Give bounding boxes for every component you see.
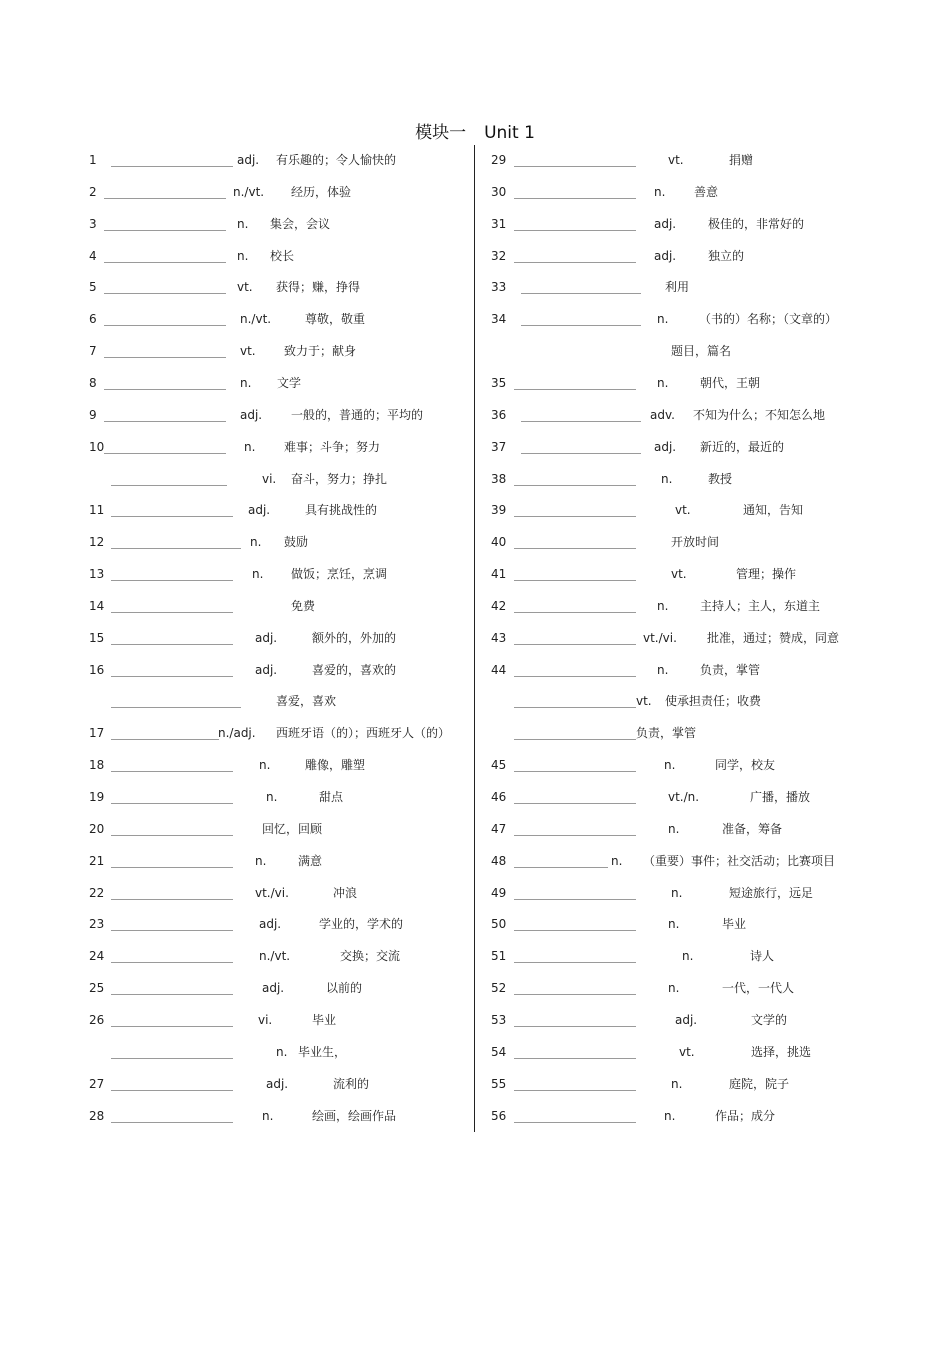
item-number: 48 bbox=[491, 853, 507, 868]
definition: 具有挑战性的 bbox=[305, 503, 378, 518]
part-of-speech: n./adj. bbox=[218, 726, 256, 741]
definition: 做饭；烹饪，烹调 bbox=[291, 567, 388, 582]
answer-blank[interactable] bbox=[514, 1122, 636, 1123]
part-of-speech: adv. bbox=[650, 407, 675, 422]
part-of-speech: n. bbox=[671, 1076, 683, 1091]
definition: 通知，告知 bbox=[743, 503, 804, 518]
vocab-row bbox=[0, 405, 950, 425]
item-number: 49 bbox=[491, 885, 507, 900]
part-of-speech: n. bbox=[237, 216, 249, 231]
answer-blank[interactable] bbox=[514, 644, 636, 645]
vocab-row bbox=[0, 691, 950, 711]
definition: 极佳的，非常好的 bbox=[708, 216, 805, 231]
answer-blank[interactable] bbox=[514, 580, 636, 581]
part-of-speech: n. bbox=[244, 439, 256, 454]
answer-blank[interactable] bbox=[514, 676, 636, 677]
definition: 批准，通过；赞成，同意 bbox=[707, 630, 840, 645]
item-number: 32 bbox=[491, 248, 507, 263]
item-number: 42 bbox=[491, 598, 507, 613]
part-of-speech: adj. bbox=[255, 662, 278, 677]
definition: 诗人 bbox=[750, 949, 775, 964]
vocab-row bbox=[0, 660, 950, 680]
definition: 准备，筹备 bbox=[722, 821, 783, 836]
item-number: 16 bbox=[89, 662, 105, 677]
item-number: 20 bbox=[89, 821, 105, 836]
part-of-speech: n. bbox=[657, 662, 669, 677]
answer-blank[interactable] bbox=[521, 325, 641, 326]
item-number: 50 bbox=[491, 917, 507, 932]
definition: 使承担责任；收费 bbox=[665, 694, 762, 709]
part-of-speech: vt. bbox=[671, 567, 687, 582]
definition: 交换；交流 bbox=[340, 949, 401, 964]
item-number: 3 bbox=[89, 216, 97, 231]
vocab-row bbox=[0, 532, 950, 552]
item-number: 31 bbox=[491, 216, 507, 231]
answer-blank[interactable] bbox=[514, 1058, 636, 1059]
definition: 集会，会议 bbox=[270, 216, 331, 231]
item-number: 40 bbox=[491, 535, 507, 550]
part-of-speech: n. bbox=[682, 949, 694, 964]
vocab-row bbox=[0, 1010, 950, 1030]
part-of-speech: n./vt. bbox=[240, 312, 272, 327]
item-number: 18 bbox=[89, 758, 105, 773]
item-number: 26 bbox=[89, 1012, 105, 1027]
answer-blank[interactable] bbox=[514, 166, 636, 167]
vocab-row bbox=[0, 596, 950, 616]
definition: 尊敬，敬重 bbox=[305, 312, 366, 327]
definition: 校长 bbox=[270, 248, 295, 263]
definition: （重要）事件；社交活动；比赛项目 bbox=[643, 853, 836, 868]
item-number: 43 bbox=[491, 630, 507, 645]
vocab-row bbox=[0, 564, 950, 584]
vocab-row bbox=[0, 787, 950, 807]
part-of-speech: n. bbox=[664, 758, 676, 773]
part-of-speech: vi. bbox=[258, 1012, 273, 1027]
definition: 喜爱的，喜欢的 bbox=[312, 662, 397, 677]
part-of-speech: n. bbox=[262, 1108, 274, 1123]
vocab-row bbox=[0, 978, 950, 998]
definition: 广播，播放 bbox=[750, 790, 811, 804]
page-title bbox=[0, 118, 950, 143]
vocab-row bbox=[0, 883, 950, 903]
part-of-speech: vt. bbox=[675, 503, 691, 518]
part-of-speech: vi. bbox=[262, 471, 277, 486]
item-number: 45 bbox=[491, 758, 507, 773]
part-of-speech: adj. bbox=[654, 248, 677, 263]
part-of-speech: adj. bbox=[248, 503, 271, 518]
definition: 以前的 bbox=[326, 981, 363, 996]
vocab-row bbox=[0, 469, 950, 489]
definition: 善意 bbox=[694, 184, 719, 199]
part-of-speech: n. bbox=[237, 248, 249, 263]
definition: 难事；斗争；努力 bbox=[284, 439, 381, 454]
item-number: 28 bbox=[89, 1108, 105, 1123]
vocab-row bbox=[0, 723, 950, 743]
definition: 流利的 bbox=[333, 1076, 370, 1091]
definition: 毕业 bbox=[312, 1012, 337, 1027]
item-number: 19 bbox=[89, 790, 105, 804]
item-number: 15 bbox=[89, 630, 105, 645]
part-of-speech: vt. bbox=[679, 1044, 695, 1059]
part-of-speech: vt. bbox=[240, 344, 256, 359]
definition: 作品；成分 bbox=[715, 1108, 776, 1123]
item-number: 4 bbox=[89, 248, 97, 263]
answer-blank[interactable] bbox=[521, 453, 641, 454]
item-number: 30 bbox=[491, 184, 507, 199]
definition: 致力于；献身 bbox=[284, 344, 357, 359]
item-number: 33 bbox=[491, 280, 507, 295]
part-of-speech: n. bbox=[671, 885, 683, 900]
item-number: 25 bbox=[89, 981, 105, 996]
part-of-speech: n./vt. bbox=[259, 949, 291, 964]
answer-blank[interactable] bbox=[514, 930, 636, 931]
definition: 同学，校友 bbox=[715, 758, 776, 773]
part-of-speech: adj. bbox=[675, 1012, 698, 1027]
item-number: 53 bbox=[491, 1012, 507, 1027]
part-of-speech: n. bbox=[668, 821, 680, 836]
part-of-speech: n. bbox=[654, 184, 666, 199]
definition: 毕业 bbox=[722, 917, 747, 932]
definition: 管理；操作 bbox=[736, 567, 797, 582]
definition: 主持人；主人，东道主 bbox=[700, 598, 821, 613]
vocab-row bbox=[0, 500, 950, 520]
vocab-row bbox=[0, 914, 950, 934]
part-of-speech: n. bbox=[276, 1044, 288, 1059]
item-number: 12 bbox=[89, 535, 105, 550]
vocab-row bbox=[0, 1074, 950, 1094]
definition: 捐赠 bbox=[729, 153, 754, 167]
part-of-speech: vt. bbox=[237, 280, 253, 295]
definition: 有乐趣的；令人愉快的 bbox=[276, 153, 397, 167]
vocab-row bbox=[0, 246, 950, 266]
answer-blank[interactable] bbox=[514, 899, 636, 900]
answer-blank[interactable] bbox=[514, 612, 636, 613]
answer-blank[interactable] bbox=[514, 707, 636, 708]
definition: 教授 bbox=[708, 471, 733, 486]
part-of-speech: adj. bbox=[266, 1076, 289, 1091]
vocab-row bbox=[0, 309, 950, 329]
definition: 额外的，外加的 bbox=[312, 630, 397, 645]
vocab-row bbox=[0, 851, 950, 871]
item-number: 38 bbox=[491, 471, 507, 486]
definition: 庭院，院子 bbox=[729, 1076, 790, 1091]
item-number: 39 bbox=[491, 503, 507, 518]
item-number: 10 bbox=[89, 439, 105, 454]
item-number: 44 bbox=[491, 662, 507, 677]
part-of-speech: n. bbox=[657, 312, 669, 327]
definition: 负责，掌管 bbox=[636, 726, 697, 741]
part-of-speech: adj. bbox=[654, 216, 677, 231]
item-number: 23 bbox=[89, 917, 105, 932]
answer-blank[interactable] bbox=[514, 962, 636, 963]
definition: 喜爱，喜欢 bbox=[276, 694, 337, 709]
definition: 雕像，雕塑 bbox=[305, 758, 366, 773]
item-number: 8 bbox=[89, 375, 97, 390]
vocab-row bbox=[0, 946, 950, 966]
item-number: 56 bbox=[491, 1108, 507, 1123]
definition: 回忆，回顾 bbox=[262, 821, 323, 836]
vocab-row bbox=[0, 755, 950, 775]
item-number: 7 bbox=[89, 344, 97, 359]
vocab-row bbox=[0, 819, 950, 839]
part-of-speech: n. bbox=[657, 375, 669, 390]
item-number: 47 bbox=[491, 821, 507, 836]
vocab-row bbox=[0, 277, 950, 297]
item-number: 27 bbox=[89, 1076, 105, 1091]
answer-blank[interactable] bbox=[514, 262, 636, 263]
part-of-speech: n. bbox=[668, 981, 680, 996]
part-of-speech: vt./vi. bbox=[255, 885, 289, 900]
item-number: 54 bbox=[491, 1044, 507, 1059]
vocab-row bbox=[0, 1042, 950, 1062]
vocab-row bbox=[0, 341, 950, 361]
part-of-speech: vt./vi. bbox=[643, 630, 677, 645]
part-of-speech: n. bbox=[664, 1108, 676, 1123]
answer-blank[interactable] bbox=[514, 739, 636, 740]
part-of-speech: n. bbox=[255, 853, 267, 868]
definition: 一代，一代人 bbox=[722, 981, 795, 996]
item-number: 17 bbox=[89, 726, 105, 741]
part-of-speech: n. bbox=[661, 471, 673, 486]
definition: 西班牙语（的）；西班牙人（的） bbox=[276, 726, 451, 741]
answer-blank[interactable] bbox=[514, 389, 636, 390]
part-of-speech: n. bbox=[611, 853, 623, 868]
definition: 鼓励 bbox=[284, 535, 309, 550]
vocab-row bbox=[0, 373, 950, 393]
vocab-row bbox=[0, 182, 950, 202]
part-of-speech: adj. bbox=[654, 439, 677, 454]
part-of-speech: vt. bbox=[668, 153, 684, 167]
item-number: 22 bbox=[89, 885, 105, 900]
vocab-row bbox=[0, 150, 950, 170]
answer-blank[interactable] bbox=[514, 230, 636, 231]
part-of-speech: adj. bbox=[255, 630, 278, 645]
item-number: 11 bbox=[89, 503, 105, 518]
item-number: 55 bbox=[491, 1076, 507, 1091]
definition: 绘画，绘画作品 bbox=[312, 1108, 397, 1123]
definition: 文学 bbox=[277, 375, 302, 390]
part-of-speech: n. bbox=[252, 567, 264, 582]
definition: 经历，体验 bbox=[291, 184, 352, 199]
item-number: 24 bbox=[89, 949, 105, 964]
item-number: 46 bbox=[491, 790, 507, 804]
part-of-speech: n. bbox=[250, 535, 262, 550]
item-number: 5 bbox=[89, 280, 97, 295]
item-number: 29 bbox=[491, 153, 507, 167]
item-number: 37 bbox=[491, 439, 507, 454]
definition: 利用 bbox=[665, 280, 690, 295]
item-number: 2 bbox=[89, 184, 97, 199]
definition: 朝代，王朝 bbox=[700, 375, 761, 390]
item-number: 1 bbox=[89, 153, 97, 167]
part-of-speech: vt. bbox=[636, 694, 652, 709]
item-number: 14 bbox=[89, 598, 105, 613]
answer-blank[interactable] bbox=[521, 421, 641, 422]
answer-blank[interactable] bbox=[514, 994, 636, 995]
definition: 开放时间 bbox=[671, 535, 720, 550]
part-of-speech: n./vt. bbox=[233, 184, 265, 199]
definition: 新近的，最近的 bbox=[700, 439, 785, 454]
definition: 奋斗，努力；挣扎 bbox=[291, 471, 388, 486]
definition: 免费 bbox=[291, 598, 316, 613]
answer-blank[interactable] bbox=[514, 1026, 636, 1027]
vocab-row bbox=[0, 437, 950, 457]
item-number: 52 bbox=[491, 981, 507, 996]
definition: （书的）名称；（文章的） bbox=[699, 312, 838, 327]
answer-blank[interactable] bbox=[514, 771, 636, 772]
definition: 不知为什么；不知怎么地 bbox=[693, 407, 826, 422]
item-number: 9 bbox=[89, 407, 97, 422]
item-number: 13 bbox=[89, 567, 105, 582]
answer-blank[interactable] bbox=[514, 803, 636, 804]
item-number: 21 bbox=[89, 853, 105, 868]
part-of-speech: n. bbox=[668, 917, 680, 932]
definition: 短途旅行，远足 bbox=[729, 885, 814, 900]
part-of-speech: n. bbox=[240, 375, 252, 390]
part-of-speech: n. bbox=[266, 790, 278, 804]
item-number: 36 bbox=[491, 407, 507, 422]
answer-blank[interactable] bbox=[514, 835, 636, 836]
vocab-row bbox=[0, 1106, 950, 1126]
definition: 独立的 bbox=[708, 248, 745, 263]
item-number: 35 bbox=[491, 375, 507, 390]
definition: 选择，挑选 bbox=[751, 1044, 812, 1059]
answer-blank[interactable] bbox=[514, 867, 608, 868]
item-number: 6 bbox=[89, 312, 97, 327]
part-of-speech: adj. bbox=[262, 981, 285, 996]
part-of-speech: adj. bbox=[237, 153, 260, 167]
definition: 获得；赚，挣得 bbox=[276, 280, 361, 295]
definition: 毕业生， bbox=[298, 1044, 347, 1059]
part-of-speech: adj. bbox=[240, 407, 263, 422]
part-of-speech: n. bbox=[657, 598, 669, 613]
definition: 文学的 bbox=[751, 1012, 788, 1027]
definition: 一般的，普通的；平均的 bbox=[291, 407, 424, 422]
item-number: 41 bbox=[491, 567, 507, 582]
answer-blank[interactable] bbox=[514, 485, 636, 486]
answer-blank[interactable] bbox=[514, 1090, 636, 1091]
vocab-row bbox=[0, 628, 950, 648]
definition: 学业的，学术的 bbox=[319, 917, 404, 932]
item-number: 34 bbox=[491, 312, 507, 327]
definition: 满意 bbox=[298, 853, 323, 868]
part-of-speech: adj. bbox=[259, 917, 282, 932]
module-title: 模块一 bbox=[415, 123, 467, 143]
answer-blank[interactable] bbox=[514, 548, 636, 549]
answer-blank[interactable] bbox=[514, 516, 636, 517]
unit-title: Unit 1 bbox=[484, 123, 535, 143]
definition: 甜点 bbox=[319, 790, 344, 804]
item-number: 51 bbox=[491, 949, 507, 964]
definition: 冲浪 bbox=[333, 885, 358, 900]
answer-blank[interactable] bbox=[521, 293, 641, 294]
definition: 题目，篇名 bbox=[671, 344, 732, 359]
part-of-speech: n. bbox=[259, 758, 271, 773]
definition: 负责，掌管 bbox=[700, 662, 761, 677]
part-of-speech: vt./n. bbox=[668, 790, 700, 804]
answer-blank[interactable] bbox=[514, 198, 636, 199]
vocab-row bbox=[0, 214, 950, 234]
